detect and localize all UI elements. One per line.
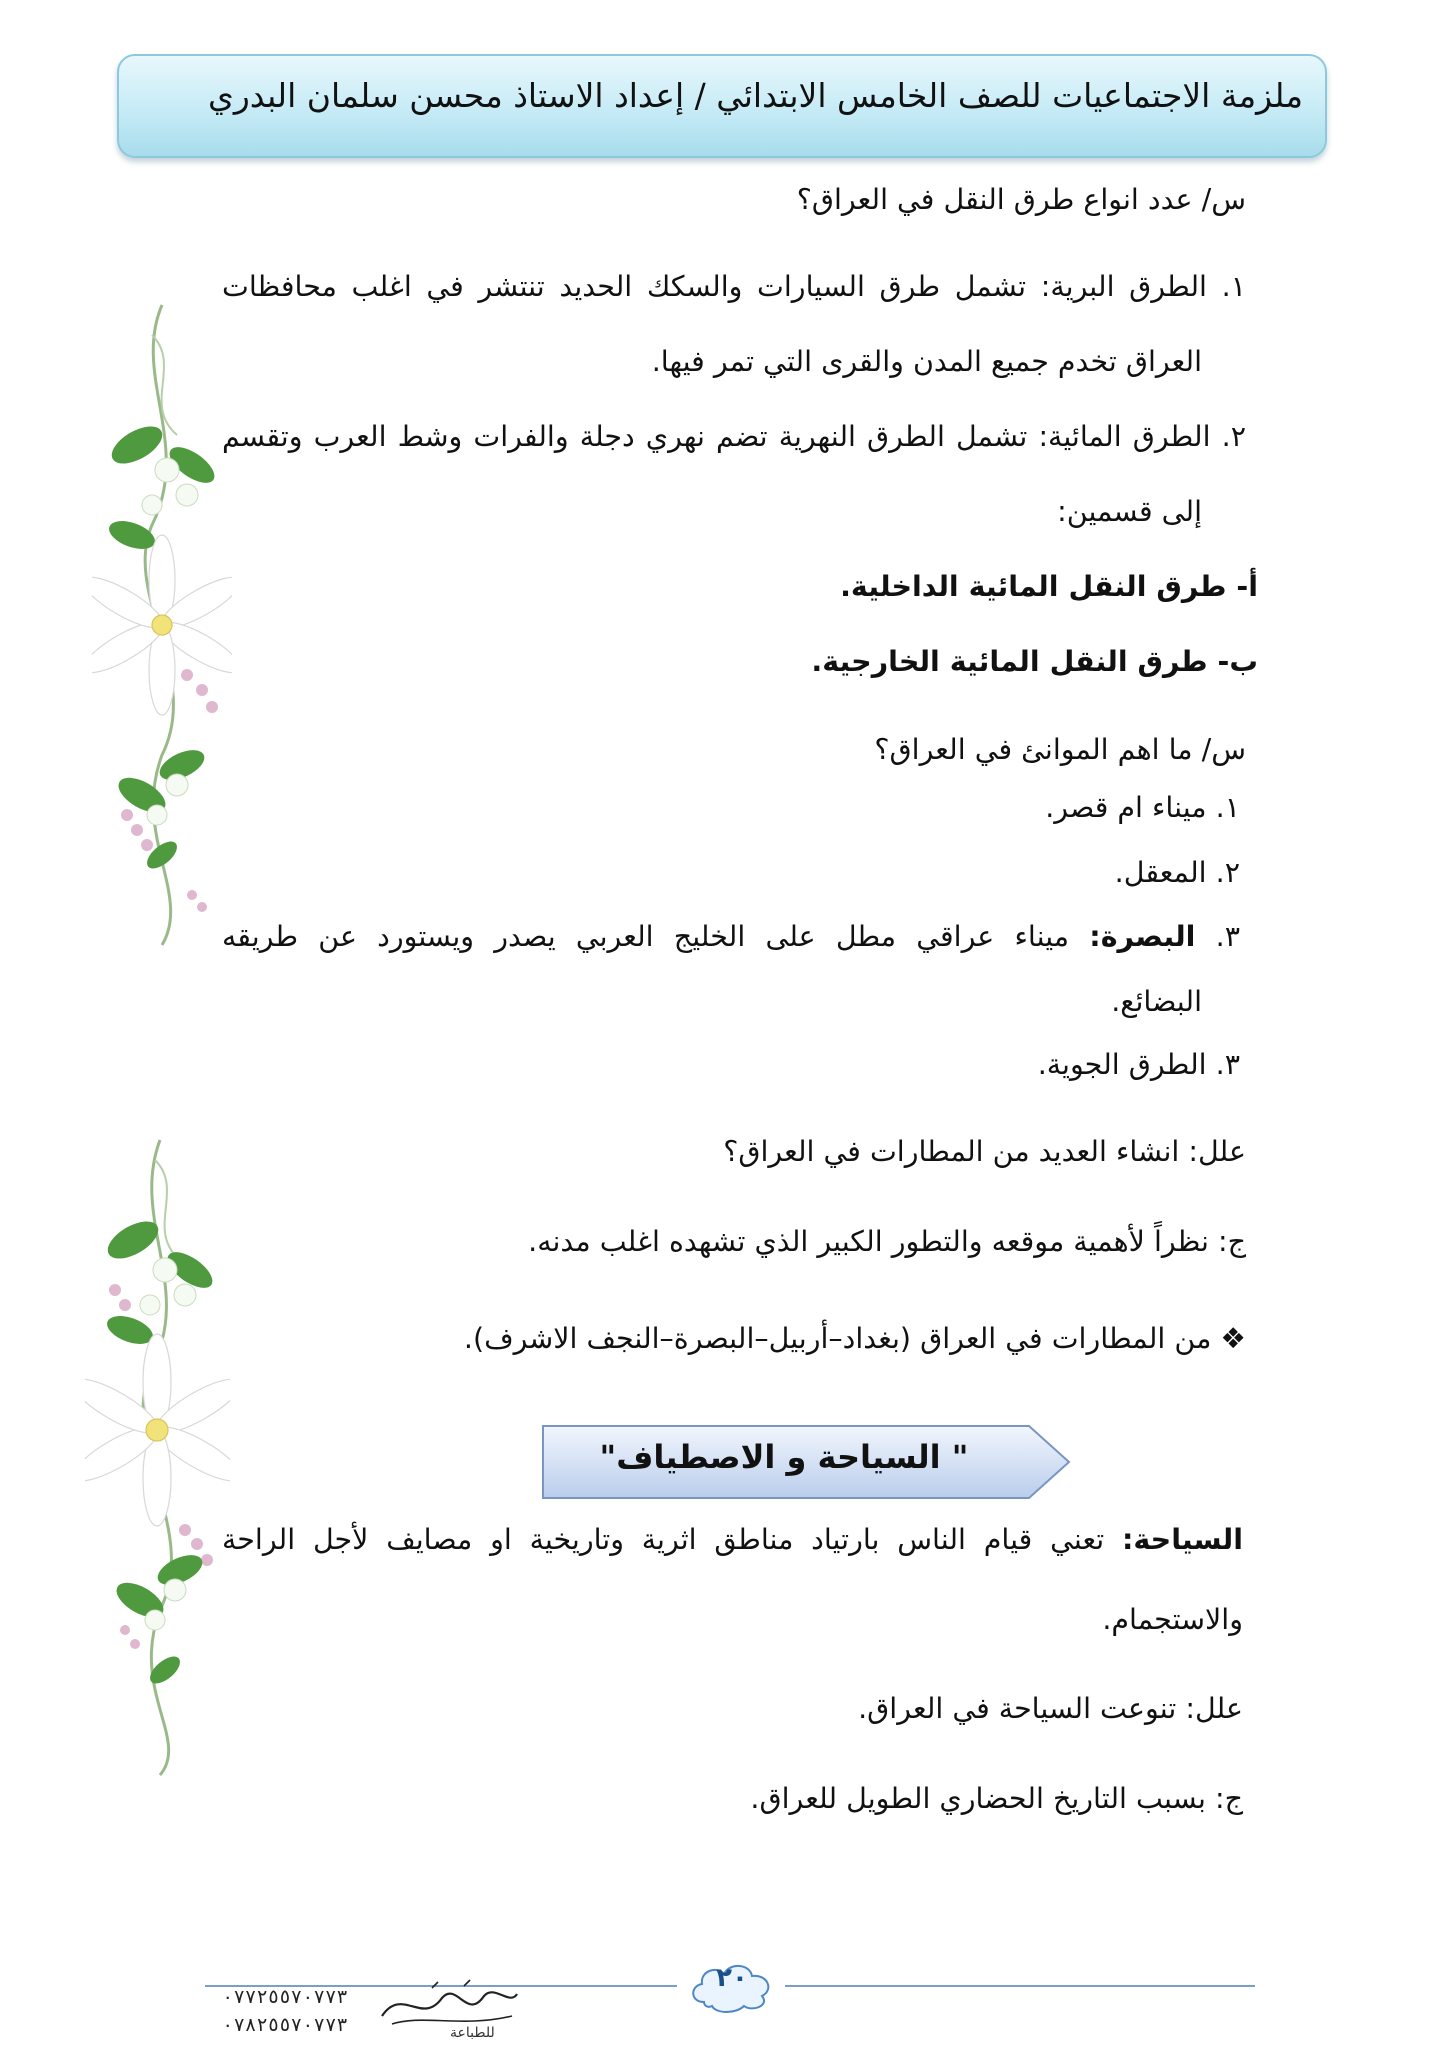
header-title: ملزمة الاجتماعيات للصف الخامس الابتدائي / إعداد الاستاذ محسن سلمان البدري	[208, 76, 1303, 115]
section-banner-tourism	[541, 1424, 1073, 1500]
header-banner	[117, 54, 1327, 158]
section-title: " السياحة و الاصطياف"	[599, 1438, 969, 1476]
answer-land-roads-line1: ١. الطرق البرية: تشمل طرق السيارات والسكك الحديد تنتشر في اغلب محافظات	[222, 270, 1246, 303]
port-umm-qasr: ١. ميناء ام قصر.	[1045, 791, 1240, 824]
signature-subtext: للطباعة	[450, 2025, 495, 2041]
question-airports: علل: انشاء العديد من المطارات في العراق؟	[723, 1135, 1246, 1168]
footer-phone-2: ٠٧٨٢٥٥٧٠٧٧٣	[222, 2014, 348, 2036]
port-basra-line1	[222, 915, 1240, 959]
port-maqil: ٢. المعقل.	[1114, 856, 1240, 889]
tourism-definition-line2: والاستجمام.	[1102, 1603, 1243, 1636]
answer-airports: ج: نظراً لأهمية موقعه والتطور الكبير الذي تشهده اغلب مدنه.	[528, 1225, 1246, 1258]
page-number: ٢٠	[716, 1963, 748, 1993]
port-basra-description: ميناء عراقي مطل على الخليج العربي يصدر ويستورد عن طريقه	[222, 920, 1070, 953]
question-transport-types: س/ عدد انواع طرق النقل في العراق؟	[796, 183, 1246, 216]
sub-item-internal-water: أ‌- طرق النقل المائية الداخلية.	[840, 570, 1258, 603]
calligraphy-signature	[372, 1976, 522, 2038]
tourism-definition-line1	[222, 1518, 1243, 1562]
footer-line-right	[785, 1985, 1255, 1987]
question-ports: س/ ما اهم الموانئ في العراق؟	[874, 733, 1246, 766]
port-basra-number: ٣.	[1215, 920, 1241, 953]
tourism-term: السياحة:	[1121, 1523, 1243, 1556]
air-roads: ٣. الطرق الجوية.	[1037, 1048, 1240, 1081]
floral-decoration-top	[92, 295, 232, 955]
footer-phone-1: ٠٧٧٢٥٥٧٠٧٧٣	[222, 1986, 348, 2008]
tourism-definition: تعني قيام الناس بارتياد مناطق اثرية وتاريخية او مصايف لأجل الراحة	[222, 1523, 1105, 1556]
port-basra-term: البصرة:	[1089, 920, 1196, 953]
question-tourism-variety: علل: تنوعت السياحة في العراق.	[858, 1692, 1243, 1725]
answer-water-roads-line1: ٢. الطرق المائية: تشمل الطرق النهرية تضم نهري دجلة والفرات وشط العرب وتقسم	[222, 420, 1246, 453]
answer-water-roads-line2: إلى قسمين:	[1057, 495, 1202, 528]
floral-decoration-bottom	[85, 1130, 230, 1780]
airports-list-bullet: ❖ من المطارات في العراق (بغداد–أربيل–البصرة–النجف الاشرف).	[463, 1322, 1246, 1355]
port-basra-line2: البضائع.	[1111, 985, 1202, 1018]
answer-tourism-variety: ج: بسبب التاريخ الحضاري الطويل للعراق.	[750, 1782, 1243, 1815]
answer-land-roads-line2: العراق تخدم جميع المدن والقرى التي تمر فيها.	[651, 345, 1202, 378]
sub-item-external-water: ب‌- طرق النقل المائية الخارجية.	[811, 645, 1258, 678]
